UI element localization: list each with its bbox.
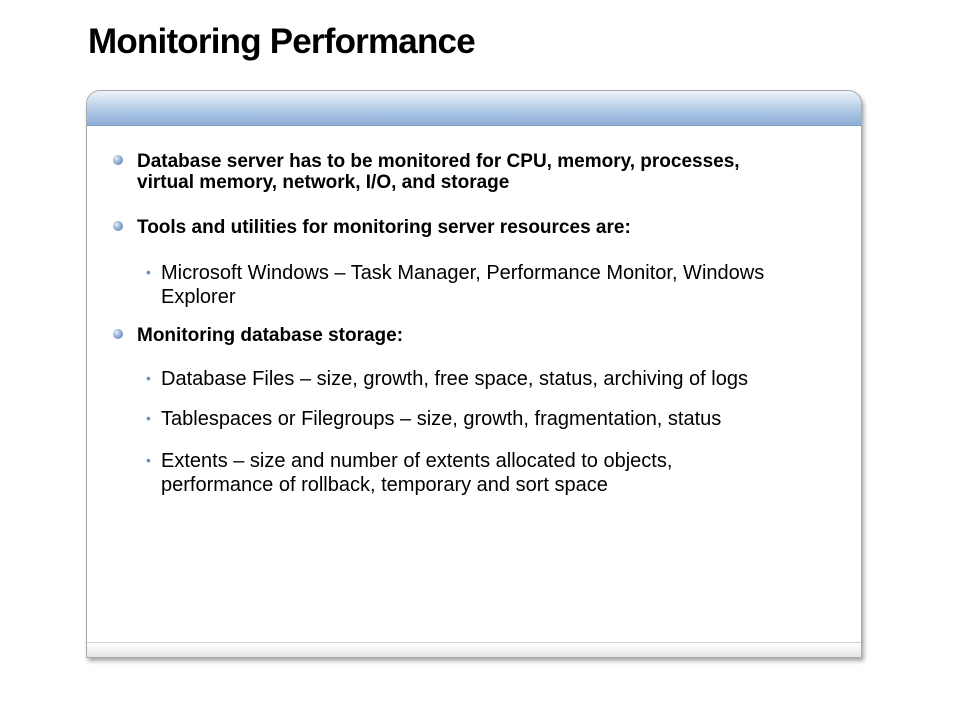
bullet-item: [137, 217, 837, 238]
bullet-text-line: Database server has to be monitored for CPU, memory, processes,: [137, 151, 740, 172]
sphere-bullet-icon: [113, 221, 123, 231]
slide-title: Monitoring Performance: [88, 22, 475, 61]
bullet-item: [137, 151, 837, 193]
bullet-text-line: Extents – size and number of extents allocated to objects,: [161, 450, 673, 472]
sub-bullet-item: [146, 449, 831, 497]
bullet-text-line: Tools and utilities for monitoring server resources are:: [137, 217, 631, 238]
sub-bullet-item: [146, 261, 831, 309]
bullet-text-line: Monitoring database storage:: [137, 325, 404, 346]
panel-footer-band: [87, 642, 861, 657]
sphere-bullet-icon: [113, 329, 123, 339]
bullet-text-line: Tablespaces or Filegroups – size, growth, fragmentation, status: [161, 408, 722, 430]
sphere-bullet-icon: [113, 155, 123, 165]
content-panel: [86, 90, 862, 658]
sub-bullet-item: [146, 367, 831, 391]
bullet-text-line: Microsoft Windows – Task Manager, Performance Monitor, Windows: [161, 262, 765, 284]
dot-bullet-icon: •: [146, 410, 151, 426]
dot-bullet-icon: •: [146, 452, 151, 468]
bullet-item: [137, 325, 837, 346]
bullet-text-line: performance of rollback, temporary and sort space: [161, 474, 608, 496]
bullet-text-line: Explorer: [161, 286, 236, 308]
panel-header-band: [87, 91, 861, 126]
dot-bullet-icon: •: [146, 264, 151, 280]
sub-bullet-item: [146, 407, 831, 431]
bullet-text-line: virtual memory, network, I/O, and storage: [137, 172, 510, 193]
dot-bullet-icon: •: [146, 370, 151, 386]
bullet-text-line: Database Files – size, growth, free space, status, archiving of logs: [161, 368, 748, 390]
